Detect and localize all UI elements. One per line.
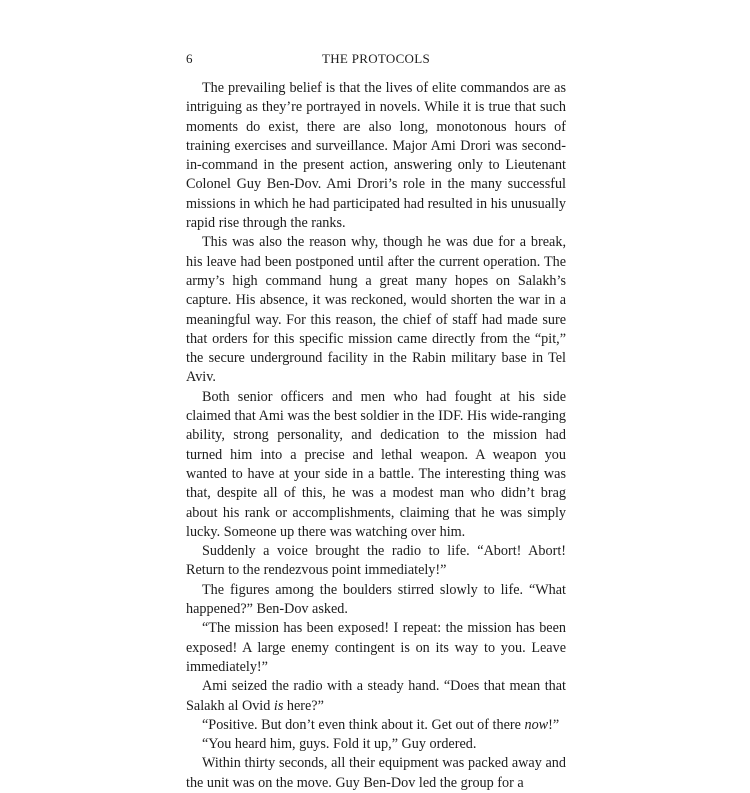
running-title: THE PROTOCOLS: [321, 51, 431, 66]
emphasis: now: [524, 716, 549, 733]
paragraph: [186, 677, 566, 716]
paragraph-text: “Positive. But don’t even think about it. Get out of there: [202, 716, 525, 733]
emphasis: is: [273, 697, 284, 714]
paragraph: Both senior officers and men who had fought at his side claimed that Ami was the best soldier in the IDF. His wide-ranging ability, strong personality, and dedication to the mission had turned him into a precise and lethal weapon. A weapon you wanted to have at your side in a battle. The interesting thing was that, despite all of this, he was a modest man who didn’t brag about his rank or accomplishments, claiming that he was simply lucky. Someone up there was watching over him.: [186, 388, 566, 540]
paragraph-text: Ami seized the radio with a steady hand. “Does that mean that Salakh al Ovid: [186, 678, 566, 714]
paragraph: “The mission has been exposed! I repeat: the mission has been exposed! A large enemy contingent is on its way to you. Leave immediately!”: [186, 620, 566, 675]
page-number: 6: [186, 51, 193, 66]
paragraph: “You heard him, guys. Fold it up,” Guy ordered.: [202, 736, 477, 753]
paragraph-text: here?”: [283, 697, 324, 714]
paragraph: The prevailing belief is that the lives of elite commandos are as intriguing as they’re portrayed in novels. While it is true that such moments do exist, there are also long, monotonous hours of training exercises and surveillance. Major Ami Drori was second-in-command in the present action, answering only to Lieutenant Colonel Guy Ben-Dov. Ami Drori’s role in the many successful missions in which he had participated had resulted in his unusually rapid rise through the ranks.: [186, 80, 566, 232]
paragraph: Within thirty seconds, all their equipment was packed away and the unit was on the move. Guy Ben-Dov led the group for a: [186, 755, 566, 791]
paragraph: [186, 716, 566, 735]
body-text: [186, 79, 566, 793]
paragraph: Suddenly a voice brought the radio to life. “Abort! Abort! Return to the rendezvous point immediately!”: [186, 543, 566, 579]
paragraph: The figures among the boulders stirred slowly to life. “What happened?” Ben-Dov asked.: [186, 581, 566, 618]
paragraph-text: !”: [548, 716, 560, 733]
paragraph: This was also the reason why, though he was due for a break, his leave had been postponed until after the current operation. The army’s high command hung a great many hopes on Salakh’s capture. His absence, it was reckoned, would shorten the war in a meaningful way. For this reason, the chief of staff had made sure that orders for this specific mission came directly from the “pit,” the secure underground facility in the Rabin military base in Tel Aviv.: [186, 234, 566, 386]
